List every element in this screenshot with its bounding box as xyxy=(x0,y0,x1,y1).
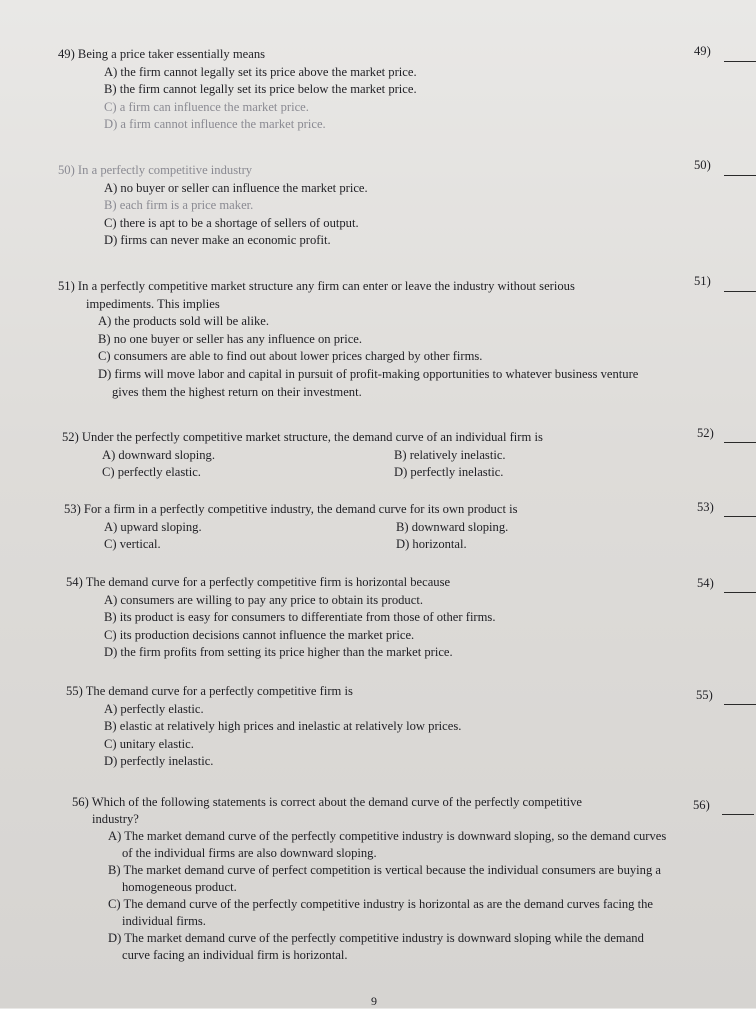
answer-blank[interactable] xyxy=(724,61,756,62)
option-d: D) firms can never make an economic profit. xyxy=(104,233,331,248)
answer-number: 51) xyxy=(694,274,711,288)
question-stem: 56) Which of the following statements is correct about the demand curve of the perfectly competitive xyxy=(72,795,582,809)
question-49 xyxy=(58,46,618,134)
option-d: D) firms will move labor and capital in pursuit of profit-making opportunities to whatever business venture gives them the highest return on their investment. xyxy=(98,366,639,399)
question-stem-continued: impediments. This implies xyxy=(86,296,220,311)
answer-blank[interactable] xyxy=(722,814,754,815)
option-b: B) downward sloping. xyxy=(396,519,509,534)
answer-blank[interactable] xyxy=(724,516,756,517)
option-b: B) relatively inelastic. xyxy=(394,447,506,462)
question-stem: 51) In a perfectly competitive market structure any firm can enter or leave the industry without serious xyxy=(58,279,575,293)
answer-blank[interactable] xyxy=(724,442,756,443)
question-stem-continued: industry? xyxy=(92,812,139,826)
option-d: D) perfectly inelastic. xyxy=(104,754,214,769)
option-d: D) horizontal. xyxy=(396,537,467,552)
option-b: B) its product is easy for consumers to differentiate from those of other firms. xyxy=(104,610,496,625)
question-stem: 50) In a perfectly competitive industry xyxy=(58,163,253,177)
question-52 xyxy=(62,429,662,482)
option-c: C) vertical. xyxy=(104,537,161,552)
answer-blank[interactable] xyxy=(724,291,756,292)
question-51 xyxy=(58,278,688,401)
option-a: A) consumers are willing to pay any price to obtain its product. xyxy=(104,592,423,607)
question-50 xyxy=(58,162,618,250)
option-c: C) The demand curve of the perfectly competitive industry is horizontal as are the demand curves facing the individual firms. xyxy=(108,897,653,928)
answer-blank[interactable] xyxy=(724,592,756,593)
answer-blank[interactable] xyxy=(724,175,756,176)
question-55 xyxy=(66,683,666,771)
option-b: B) each firm is a price maker. xyxy=(104,198,254,213)
option-a: A) upward sloping. xyxy=(104,519,202,534)
option-a: A) downward sloping. xyxy=(102,447,215,462)
answer-number: 56) xyxy=(693,798,710,812)
option-c: C) its production decisions cannot influence the market price. xyxy=(104,627,415,642)
option-c: C) perfectly elastic. xyxy=(102,465,201,480)
option-c: C) unitary elastic. xyxy=(104,736,194,751)
option-a: A) perfectly elastic. xyxy=(104,701,204,716)
option-a: A) the firm cannot legally set its price above the market price. xyxy=(104,64,417,79)
option-a: A) no buyer or seller can influence the market price. xyxy=(104,180,368,195)
option-b: B) the firm cannot legally set its price below the market price. xyxy=(104,82,417,97)
option-c: C) a firm can influence the market price. xyxy=(104,99,309,114)
question-54 xyxy=(66,574,666,662)
question-stem: 55) The demand curve for a perfectly competitive firm is xyxy=(66,684,353,698)
option-b: B) elastic at relatively high prices and inelastic at relatively low prices. xyxy=(104,719,462,734)
option-b: B) The market demand curve of perfect competition is vertical because the individual consumers are buying a homogeneous product. xyxy=(108,863,661,894)
question-56 xyxy=(72,794,672,964)
question-stem: 53) For a firm in a perfectly competitive industry, the demand curve for its own product is xyxy=(64,502,518,516)
answer-number: 54) xyxy=(697,576,714,590)
option-d: D) The market demand curve of the perfectly competitive industry is downward sloping while the demand curve facing an individual firm is horizontal. xyxy=(108,931,644,962)
option-c: C) there is apt to be a shortage of sellers of output. xyxy=(104,215,359,230)
page-number: 9 xyxy=(371,994,377,1008)
question-stem: 52) Under the perfectly competitive market structure, the demand curve of an individual firm is xyxy=(62,430,543,444)
question-53 xyxy=(64,501,664,554)
answer-number: 49) xyxy=(694,44,711,58)
answer-number: 50) xyxy=(694,158,711,172)
option-d: D) the firm profits from setting its price higher than the market price. xyxy=(104,645,453,660)
question-stem: 54) The demand curve for a perfectly competitive firm is horizontal because xyxy=(66,575,451,589)
answer-number: 53) xyxy=(697,500,714,514)
option-a: A) the products sold will be alike. xyxy=(98,314,270,329)
option-d: D) perfectly inelastic. xyxy=(394,465,504,480)
question-stem: 49) Being a price taker essentially means xyxy=(58,47,266,61)
answer-number: 52) xyxy=(697,426,714,440)
option-c: C) consumers are able to find out about lower prices charged by other firms. xyxy=(98,349,483,364)
option-b: B) no one buyer or seller has any influence on price. xyxy=(98,331,363,346)
answer-blank[interactable] xyxy=(724,704,756,705)
answer-number: 55) xyxy=(696,688,713,702)
option-d: D) a firm cannot influence the market price. xyxy=(104,117,326,132)
option-a: A) The market demand curve of the perfectly competitive industry is downward sloping, so the demand curves of the individual firms are also downward sloping. xyxy=(108,829,667,860)
